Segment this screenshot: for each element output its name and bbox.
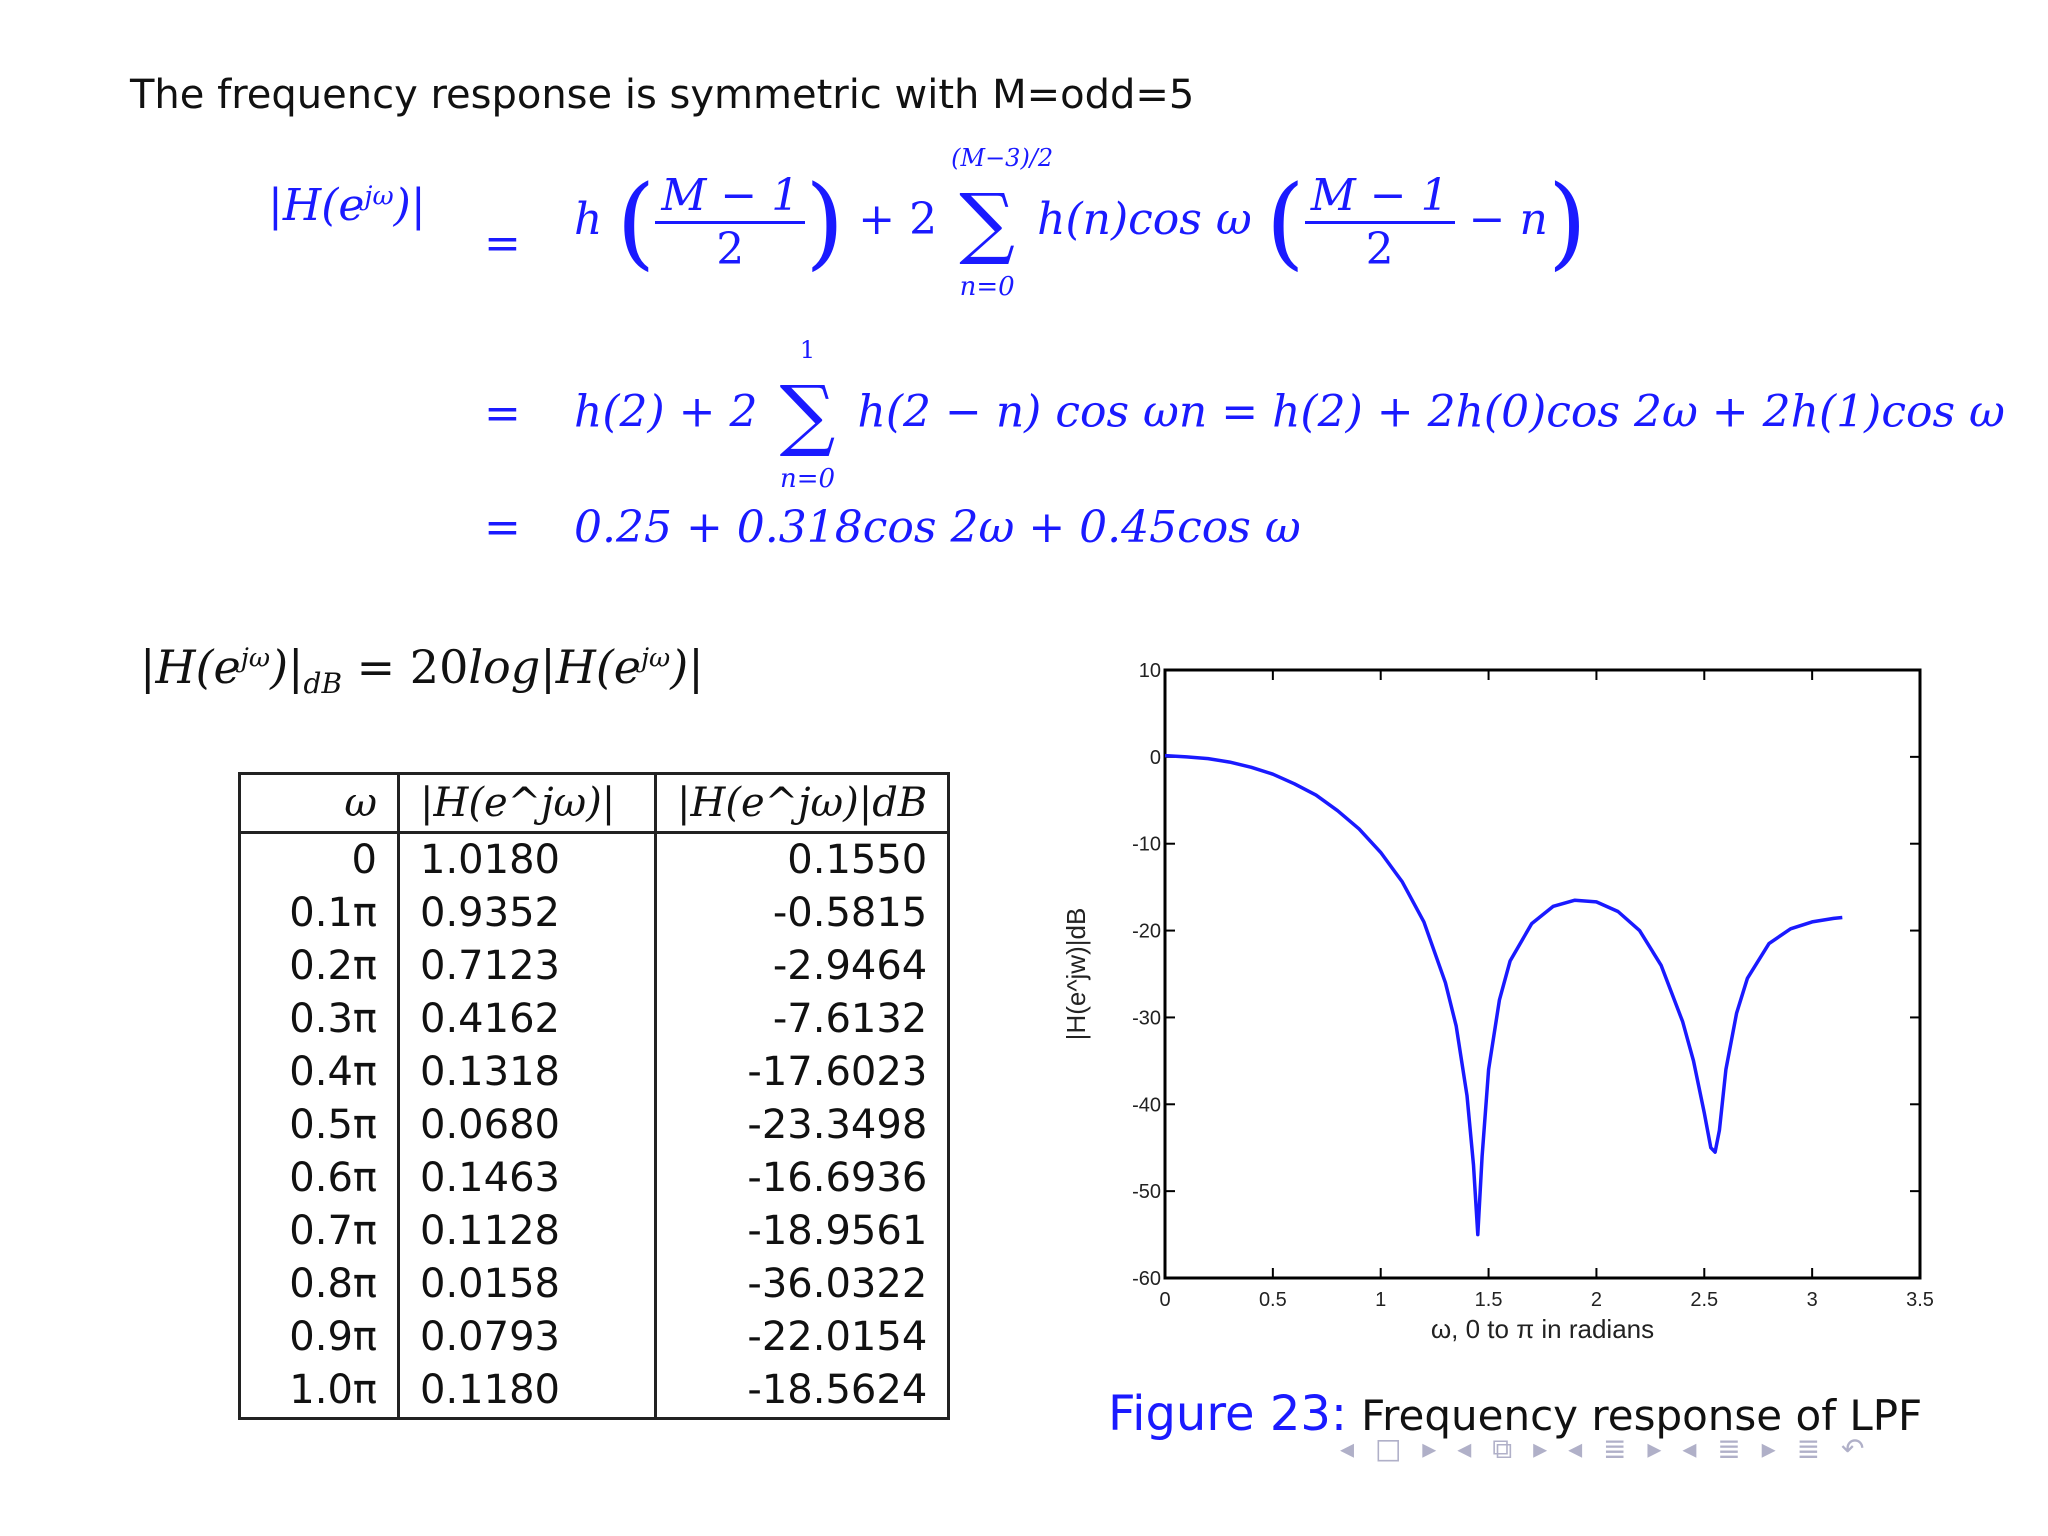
equation-rhs-2: h(2) + 2 1 ∑ n=0 h(2 − n) cos ωn = h(2) + 2h(0)cos 2ω + 2h(1)cos ω <box>574 336 2005 494</box>
cell-magnitude-db: -2.9464 <box>772 943 928 989</box>
table-row <box>240 1258 949 1311</box>
equals-sign-2: = <box>484 388 521 439</box>
cell-magnitude: 0.0158 <box>399 1258 656 1311</box>
figure-text: Frequency response of LPF <box>1361 1391 1923 1440</box>
table-row <box>240 1099 949 1152</box>
y-tick-label: -30 <box>1132 1007 1161 1030</box>
cell-omega: 0.6π <box>240 1152 399 1205</box>
equals-sign-3: = <box>484 502 521 553</box>
cell-magnitude-db: -17.6023 <box>747 1049 928 1095</box>
table-row <box>240 833 949 888</box>
cell-omega: 0.5π <box>240 1099 399 1152</box>
y-tick-label: -10 <box>1132 833 1161 856</box>
cell-omega: 0.9π <box>240 1311 399 1364</box>
eq-term: h(n)cos ω <box>1037 194 1252 245</box>
cell-omega: 0.1π <box>240 887 399 940</box>
x-tick-label: 1 <box>1375 1289 1387 1311</box>
frequency-response-table <box>238 772 950 1420</box>
x-axis-label: ω, 0 to π in radians <box>1430 1314 1655 1344</box>
x-tick-label: 0.5 <box>1258 1289 1287 1311</box>
y-tick-label: -60 <box>1132 1268 1161 1290</box>
cell-magnitude-db: -0.5815 <box>772 890 928 936</box>
cell-magnitude-db: 0.1550 <box>787 837 928 883</box>
cell-omega: 0.7π <box>240 1205 399 1258</box>
cell-omega: 0.3π <box>240 993 399 1046</box>
cell-magnitude-db: -18.9561 <box>747 1208 928 1254</box>
cell-magnitude-db: -7.6132 <box>772 996 928 1042</box>
cell-magnitude: 0.0680 <box>399 1099 656 1152</box>
table-row <box>240 887 949 940</box>
plot-frame <box>1165 670 1920 1278</box>
cell-magnitude-db: -18.5624 <box>747 1367 928 1413</box>
table-row <box>240 1046 949 1099</box>
cell-omega: 0 <box>240 833 399 888</box>
fraction-m-minus-1: $\frac{M - 1}{2}$ <box>655 170 805 275</box>
cell-magnitude: 0.7123 <box>399 940 656 993</box>
cell-magnitude: 0.0793 <box>399 1311 656 1364</box>
db-definition: $|H(e^{j\omega})|_{dB} = 20\log|H(e^{j\omega})|$ <box>140 640 704 701</box>
y-tick-label: -20 <box>1132 920 1161 943</box>
cell-magnitude: 0.4162 <box>399 993 656 1046</box>
beamer-navigation-icons[interactable]: ◂ □ ▸ ◂ ⧉ ▸ ◂ ≣ ▸ ◂ ≣ ▸ ≣ ↶ <box>1340 1432 1871 1465</box>
cell-omega: 1.0π <box>240 1364 399 1419</box>
cell-omega: 0.2π <box>240 940 399 993</box>
eq-plus-2: + 2 <box>858 194 938 245</box>
sum-symbol-1: (M−3)/2 ∑ n=0 <box>951 143 1054 302</box>
x-tick-label: 3.5 <box>1906 1289 1934 1311</box>
y-axis-label: |H(e^jw)|dB <box>1061 907 1091 1041</box>
cell-magnitude: 1.0180 <box>399 833 656 888</box>
figure-label: Figure 23: <box>1108 1386 1348 1442</box>
y-tick-label: -50 <box>1132 1181 1161 1204</box>
frequency-response-chart <box>1040 640 1990 1360</box>
fraction-m-minus-1-b: $\frac{M - 1}{2}$ <box>1305 170 1455 275</box>
intro-text: The frequency response is symmetric with M=odd=5 <box>130 72 1195 118</box>
cell-magnitude-db: -16.6936 <box>747 1155 928 1201</box>
eq-lhs: $|H(e^{j\omega})|$ <box>268 180 426 231</box>
x-tick-label: 2.5 <box>1690 1289 1719 1311</box>
x-tick-label: 1.5 <box>1474 1289 1503 1311</box>
equation-rhs-3: 0.25 + 0.318cos 2ω + 0.45cos ω <box>574 502 1301 553</box>
cell-magnitude: 0.1128 <box>399 1205 656 1258</box>
header-magnitude: |H(e^jω)| <box>399 774 656 833</box>
equation-line-1 <box>268 180 426 231</box>
cell-magnitude-db: -36.0322 <box>747 1261 928 1307</box>
y-tick-label: 0 <box>1149 746 1161 769</box>
cell-magnitude: 0.9352 <box>399 887 656 940</box>
cell-omega: 0.4π <box>240 1046 399 1099</box>
cell-magnitude-db: -22.0154 <box>747 1314 928 1360</box>
y-tick-label: -40 <box>1132 1094 1161 1117</box>
table-row <box>240 1205 949 1258</box>
table-row <box>240 940 949 993</box>
x-tick-label: 2 <box>1590 1289 1602 1311</box>
x-tick-label: 3 <box>1806 1289 1818 1311</box>
series-line-0 <box>1165 756 1842 1235</box>
cell-magnitude-db: -23.3498 <box>747 1102 928 1148</box>
header-magnitude-db: |H(e^jω)|dB <box>656 774 949 833</box>
equation-rhs-1: h ( $\frac{M - 1}{2}$ ) + 2 (M−3)/2 ∑ n=0 h(n)cos ω ( $\frac{M - 1}{2}$ − n) <box>574 143 1587 302</box>
y-tick-label: 10 <box>1138 660 1161 682</box>
eq-h: h <box>574 194 603 245</box>
cell-magnitude: 0.1463 <box>399 1152 656 1205</box>
equals-sign-1: = <box>484 218 521 269</box>
table-row <box>240 993 949 1046</box>
table-row <box>240 1152 949 1205</box>
cell-magnitude: 0.1318 <box>399 1046 656 1099</box>
sum-symbol-2: 1 ∑ n=0 <box>779 336 836 494</box>
table-row <box>240 1311 949 1364</box>
cell-magnitude: 0.1180 <box>399 1364 656 1419</box>
cell-omega: 0.8π <box>240 1258 399 1311</box>
table-header-row <box>240 774 949 833</box>
x-tick-label: 0 <box>1159 1289 1171 1311</box>
table-row <box>240 1364 949 1419</box>
header-omega: ω <box>240 774 399 833</box>
